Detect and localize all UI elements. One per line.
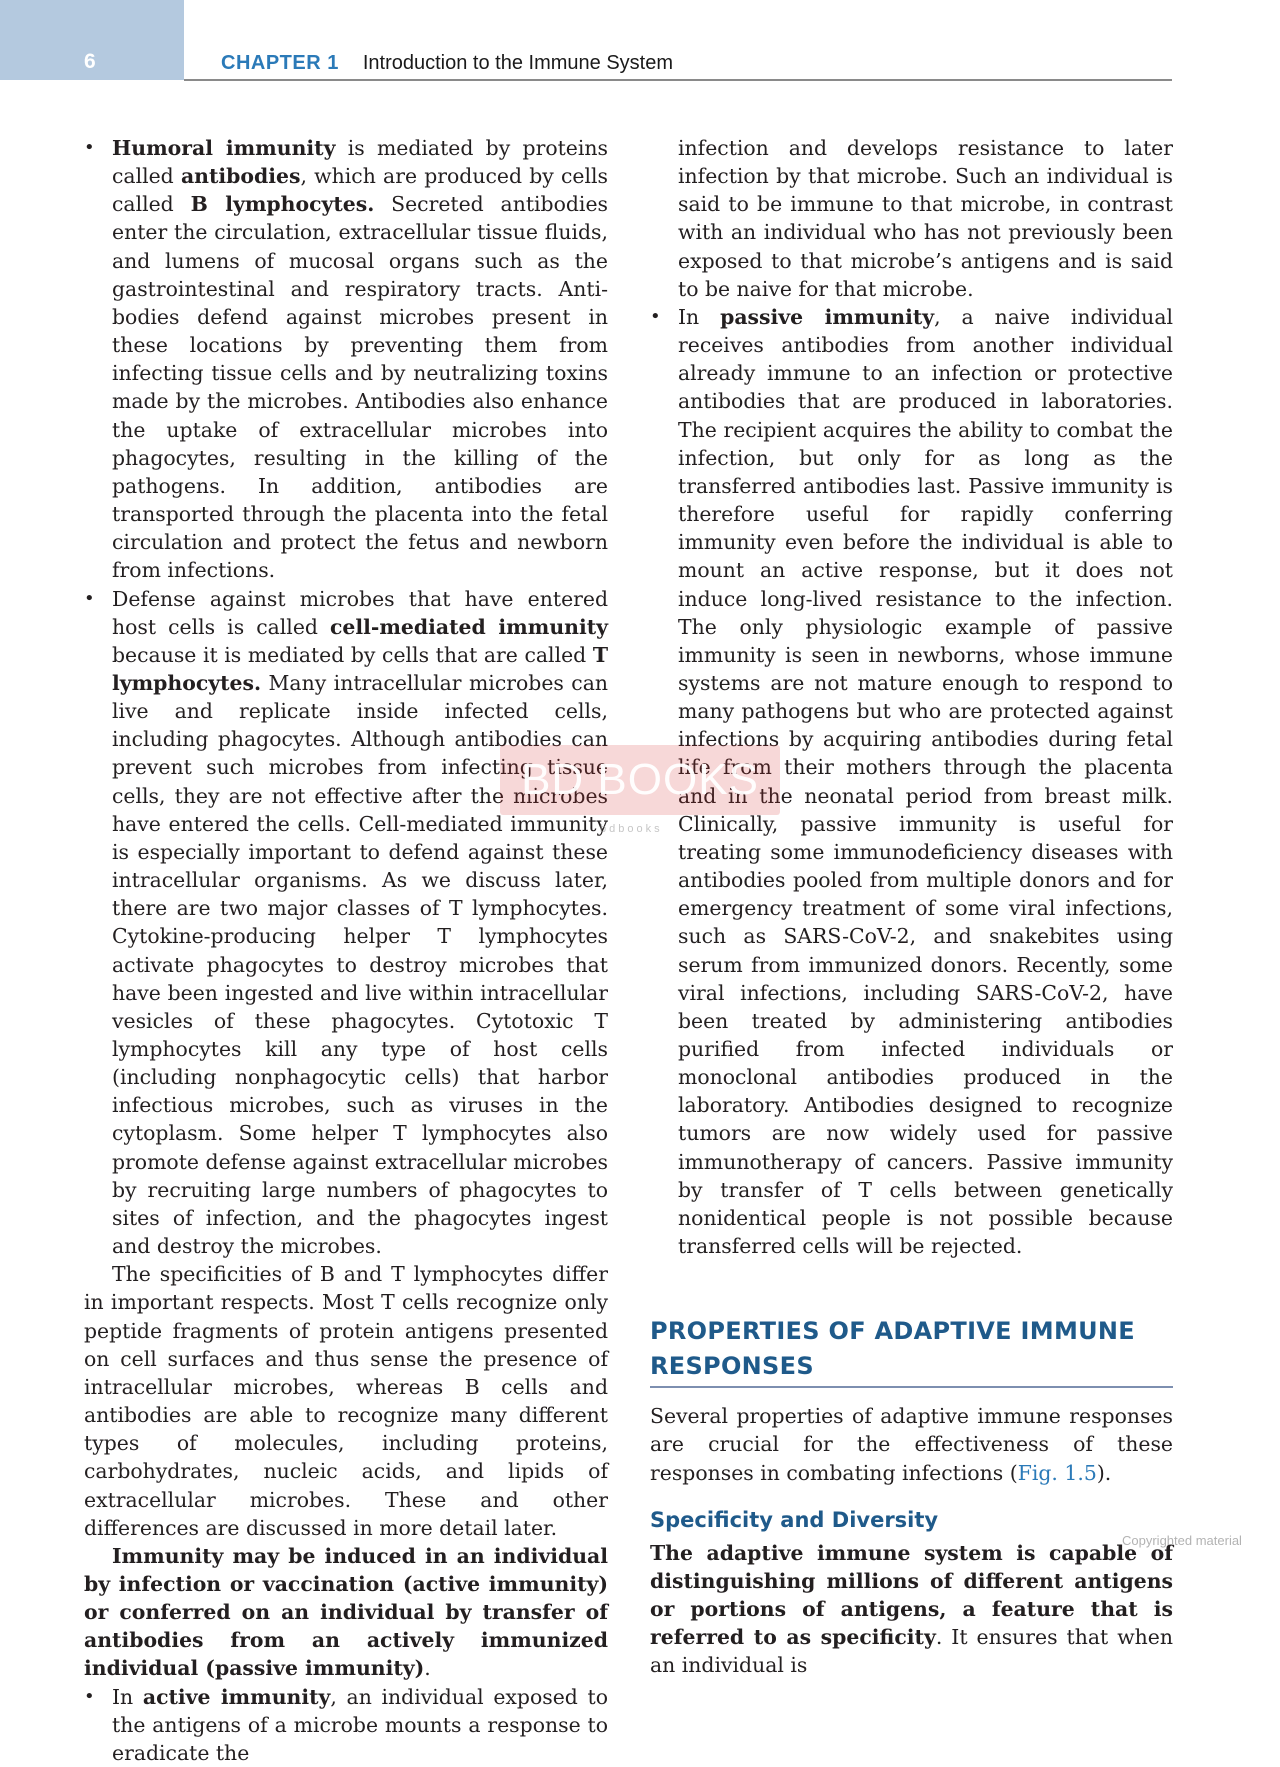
humoral-term: Humoral immunity (112, 136, 336, 160)
bold-text: Immunity may be induced in an individual by infection or vaccination (active immunity) or conferred on an individual by transfer of antibodies from an actively immunized individual (passive immunity) (84, 1543, 608, 1681)
bullet-cell-mediated-immunity (84, 585, 608, 1261)
text-span: In (678, 304, 721, 329)
page-number: 6 (84, 50, 96, 73)
bold-text: The adaptive immune system is capable of distinguishing millions of different antigens or portions of antigens, a feature that is referred to as specificity (650, 1540, 1173, 1650)
watermark-logo (500, 745, 780, 815)
bullet-active-immunity (84, 1683, 608, 1767)
watermark-text: BD BOOKS (521, 755, 759, 804)
text-span: Many intracellular microbes can live and replicate inside infected cells, including phagocytes. Although antibodies can prevent such microbes from infecting tissue cells, they are not effective after the microbes have entered the cells. Cell-mediated immunity is especially important to defend against these intracellular organisms. As we discuss later, there are two major classes of T lymphocytes. Cytokine-producing helper T lymphocytes activate phagocytes to destroy microbes that have been ingested and live within intracellular vesicles of these phagocytes. Cytotoxic T lymphocytes kill any type of host cells (including nonphagocytic cells) that harbor infectious microbes, such as viruses in the cytoplasm. Some helper T lymphocytes also promote defense against extracellular microbes by recruiting large numbers of phagocytes to sites of infection, and the phagocytes ingest and destroy the microbes. (112, 670, 608, 1259)
text-span: because it is mediated by cells that are called (112, 642, 593, 667)
immunity-types-list (84, 134, 608, 1260)
text-span: Several properties of adaptive immune responses are crucial for the effectiveness of these responses in combating infections ( (650, 1404, 1173, 1485)
text-span: In (112, 1684, 143, 1709)
specificities-paragraph: The specificities of B and T lymphocytes differ in important respects. Most T cells recognize only peptide fragments of protein antigens presented on cell surfaces and thus sense the presence of intracellular microbes, whereas B cells and antibodies are able to recognize many different types of molecules, including proteins, carbohydrates, nucleic acids, and lipids of extracellular microbes. These and other differences are discussed in more detail later. (84, 1262, 608, 1540)
text-span: Secreted antibodies enter the circulation, extracellular tissue fluids, and lumens of mucosal organs such as the gastrointestinal and respiratory tracts. Antibodies defend against microbes present in these locations by preventing them from infecting tissue cells and by neutralizing toxins made by the microbes. Antibodies also enhance the uptake of extracellular microbes into phagocytes, resulting in the killing of the pathogens. In addition, antibodies are transported through the placenta into the fetal circulation and protect the fetus and newborn from infections. (112, 192, 608, 583)
header-rule (184, 79, 1172, 81)
immunity-induction-paragraph (84, 1542, 608, 1683)
text-span: ). (1096, 1460, 1112, 1485)
section-heading: PROPERTIES OF ADAPTIVE IMMUNE RESPONSES (650, 1314, 1173, 1388)
section-intro-paragraph (650, 1402, 1173, 1486)
figure-reference-link[interactable]: Fig. 1.5 (1017, 1460, 1097, 1485)
passive-immunity-term: passive immunity (720, 304, 935, 329)
text-span: , which are produced by cells called (112, 164, 608, 217)
copyright-notice: Copyrighted material (1122, 1533, 1242, 1548)
specificity-paragraph (650, 1539, 1173, 1680)
running-header (221, 52, 673, 75)
subheading-specificity: Specificity and Diversity (650, 1507, 939, 1532)
chapter-label: CHAPTER 1 (221, 52, 339, 74)
active-passive-list (84, 1683, 608, 1767)
active-immunity-continued: infection and develops resistance to later infection by that microbe. Such an individual is said to be immune to that microbe, in contrast with an individual who has not previously been exposed to that microbe’s antigens and is said to be naive for that microbe. (678, 136, 1173, 301)
text-span: Defense against microbes that have entered host cells is called (112, 586, 608, 639)
cell-mediated-term: cell-mediated immunity (330, 614, 608, 639)
text-span: is mediated by proteins called (112, 136, 608, 189)
text-span: . It ensures that when an individual is (650, 1625, 1173, 1678)
chapter-title: Introduction to the Immune System (362, 52, 674, 74)
bullet-humoral-immunity (84, 134, 608, 585)
left-column (84, 134, 608, 1767)
watermark-subtext: bdbooks (600, 823, 663, 835)
t-lymphocytes-term: T lymphocytes. (112, 642, 608, 695)
antibodies-term: antibodies (180, 164, 301, 189)
text-span: . (424, 1656, 431, 1681)
text-span: , a naive individual receives antibodies from another individual already immune to an infection or protective antibodies that are produced in laboratories. The recipient acquires the ability to combat the infection, but only for as long as the transferred antibodies last. Passive immunity is therefore useful for rapidly conferring immunity even before the individual is able to mount an active response, but it does not induce long-lived resistance to the infection. The only physiologic example of passive immunity is seen in newborns, whose immune systems are not mature enough to respond to many pathogens but who are protected against infections by acquiring antibodies during fetal life from their mothers through the placenta and in the neonatal period from breast milk. Clinically, passive immunity is useful for treating some immunodeficiency diseases with antibodies pooled from multiple donors and for emergency treatment of some viral infections, such as SARS-CoV-2, and snakebites using serum from immunized donors. Recently, some viral infections, including SARS-CoV-2, have been treated by administering antibodies purified from infected individuals or monoclonal antibodies produced in the laboratory. Antibodies designed to recognize tumors are now widely used for passive immunotherapy of cancers. Passive immunity by transfer of T cells between genetically nonidentical people is not possible because transferred cells will be rejected. (678, 304, 1173, 1259)
right-column (650, 134, 1173, 1680)
text-span: , an individual exposed to the antigens of a microbe mounts a response to eradicate the (112, 1684, 608, 1765)
active-immunity-term: active immunity (142, 1684, 331, 1709)
b-lymphocytes-term: B lymphocytes. (190, 192, 375, 217)
